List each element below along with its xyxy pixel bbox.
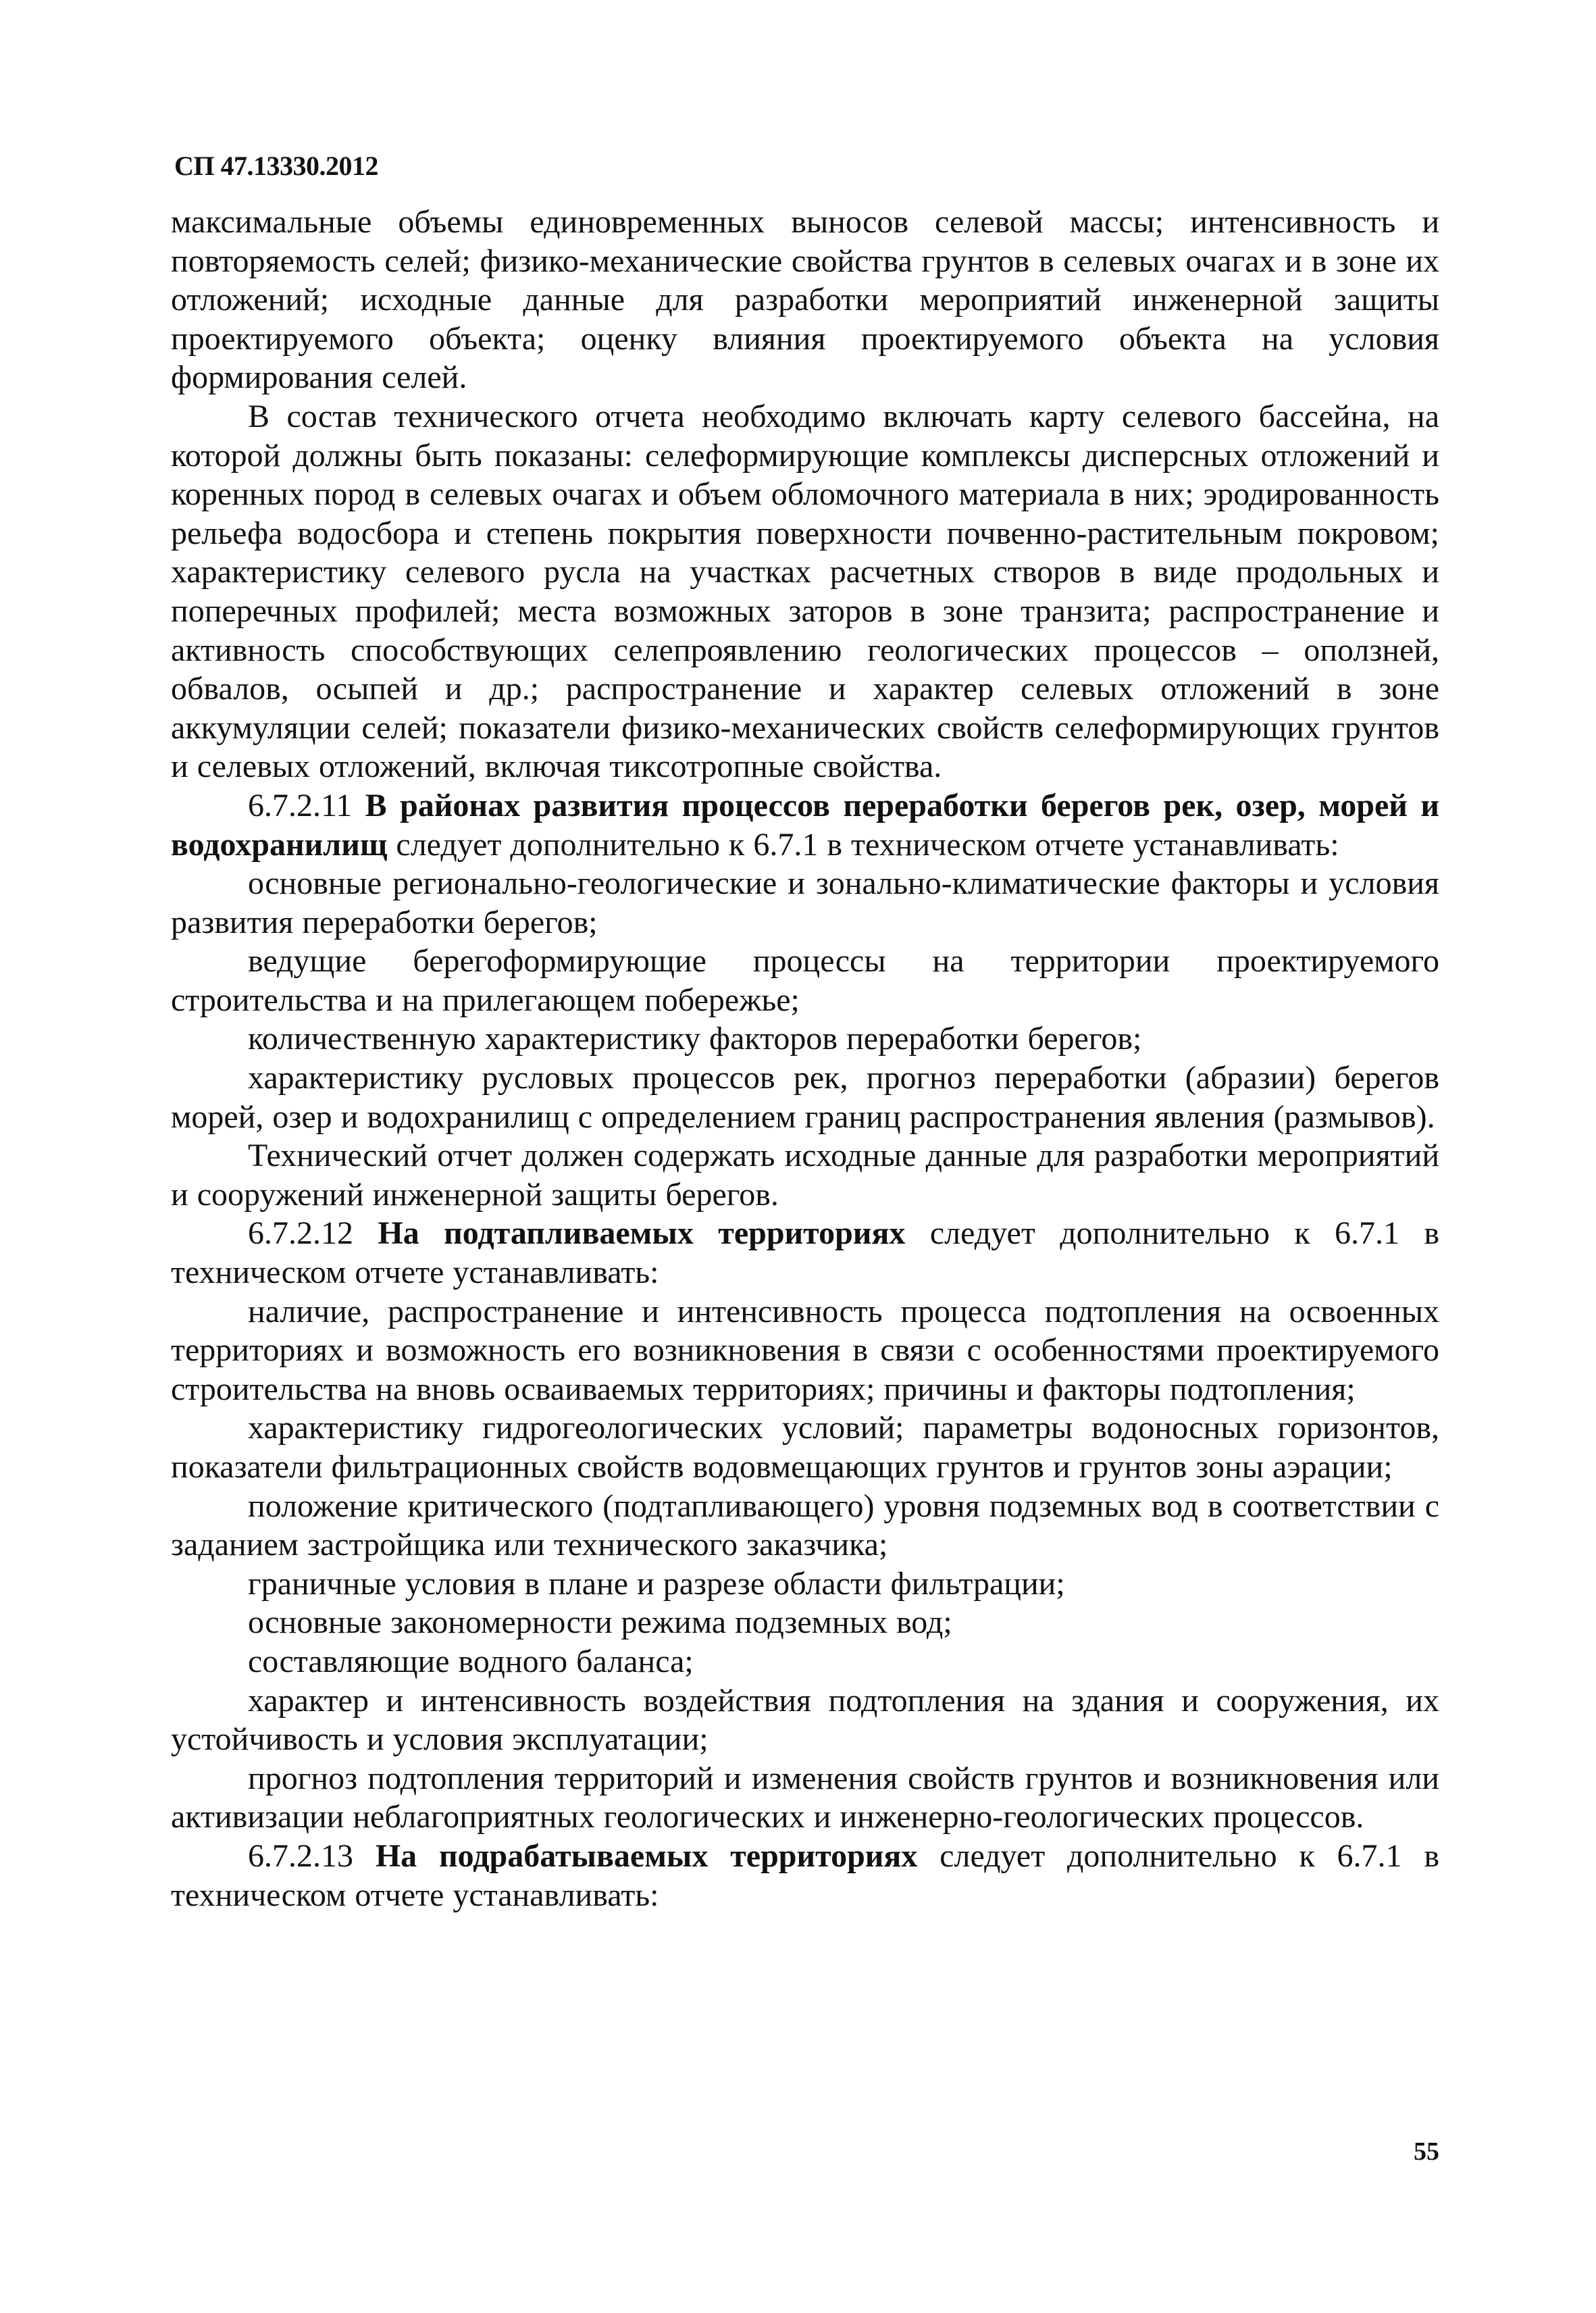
list-item-boundary-conditions: граничные условия в плане и разрезе области фильтрации; <box>248 1565 1065 1602</box>
paragraph-debris-basin-map: В состав технического отчета необходимо включать карту селевого бассейна, на которой должны быть показаны: селеформирующие комплексы дисперсных отложений и коренных пород в селевых очагах и объем обломочного материала в них; эродированность рельефа водосбора и степень покрытия поверхности почвенно-растительным покровом; характеристику селевого русла на участках расчетных створов в виде продольных и поперечных профилей; места возможных заторов в зоне транзита; распространение и активность способствующих селепроявлению геологических процессов – оползней, обвалов, осыпей и др.; распространение и характер селевых отложений в зоне аккумуляции селей; показатели физико-механических свойств селеформирующих грунтов и селевых отложений, включая тиксотропные свойства. <box>171 398 1439 785</box>
section-6-7-2-13 <box>171 1837 1439 1914</box>
document-code-header: СП 47.13330.2012 <box>174 151 378 181</box>
section-6-7-2-12 <box>171 1214 1439 1292</box>
list-item-quantitative-characteristics: количественную характеристику факторов переработки берегов; <box>248 1021 1142 1057</box>
section-6-7-2-11 <box>171 786 1439 864</box>
list-item-regional-factors: основные регионально-геологические и зонально-климатические факторы и условия развития переработки берегов; <box>171 865 1439 940</box>
section-number: 6.7.2.13 <box>248 1837 376 1874</box>
paragraph-debris-flow-indicators: максимальные объемы единовременных выносов селевой массы; интенсивность и повторяемость селей; физико-механические свойства грунтов в селевых очагах и в зоне их отложений; исходные данные для разработки мероприятий инженерной защиты проектируемого объекта; оценку влияния проектируемого объекта на условия формирования селей. <box>171 204 1439 396</box>
section-number: 6.7.2.11 <box>248 787 365 823</box>
section-number: 6.7.2.12 <box>248 1215 378 1252</box>
list-item-channel-processes: характеристику русловых процессов рек, прогноз переработки (абразии) берегов морей, озер и водохранилищ с определением границ распространения явления (размывов). <box>171 1060 1439 1135</box>
list-item-groundwater-regime: основные закономерности режима подземных вод; <box>248 1604 952 1641</box>
section-heading-bold: В районах развития процессов переработки берегов рек, озер, морей и водохранилищ <box>171 787 1440 863</box>
section-text: следует дополнительно к 6.7.1 в техническом отчете устанавливать: <box>387 826 1339 863</box>
list-item-flooding-impact: характер и интенсивность воздействия подтопления на здания и сооружения, их устойчивость и условия эксплуатации; <box>171 1682 1439 1758</box>
section-heading-bold: На подтапливаемых территориях <box>378 1215 906 1252</box>
list-item-water-balance: составляющие водного баланса; <box>248 1643 694 1679</box>
document-body <box>171 203 1439 1914</box>
list-item-critical-level: положение критического (подтапливающего) уровня подземных вод в соответствии с заданием застройщика или технического заказчика; <box>171 1488 1439 1563</box>
list-item-flooding-presence: наличие, распространение и интенсивность процесса подтопления на освоенных территориях и возможность его возникновения в связи с особенностями проектируемого строительства на вновь осваиваемых территориях; причины и факторы подтопления; <box>171 1293 1439 1407</box>
page-number: 55 <box>1414 2137 1439 2166</box>
list-item-flooding-forecast: прогноз подтопления территорий и изменения свойств грунтов и возникновения или активизации неблагоприятных геологических и инженерно-геологических процессов. <box>171 1760 1439 1835</box>
paragraph-report-content: Технический отчет должен содержать исходные данные для разработки мероприятий и сооружений инженерной защиты берегов. <box>171 1138 1439 1213</box>
section-text: следует дополнительно к 6.7.1 в техническом отчете устанавливать: <box>171 1837 1440 1913</box>
section-text: следует дополнительно к 6.7.1 в техническом отчете устанавливать: <box>171 1215 1439 1291</box>
section-heading-bold: На подрабатываемых территориях <box>375 1837 918 1874</box>
list-item-hydrogeology: характеристику гидрогеологических условий; параметры водоносных горизонтов, показатели фильтрационных свойств водовмещающих грунтов и грунтов зоны аэрации; <box>171 1410 1439 1485</box>
list-item-coastal-processes: ведущие берегоформирующие процессы на территории проектируемого строительства и на прилегающем побережье; <box>171 943 1439 1018</box>
